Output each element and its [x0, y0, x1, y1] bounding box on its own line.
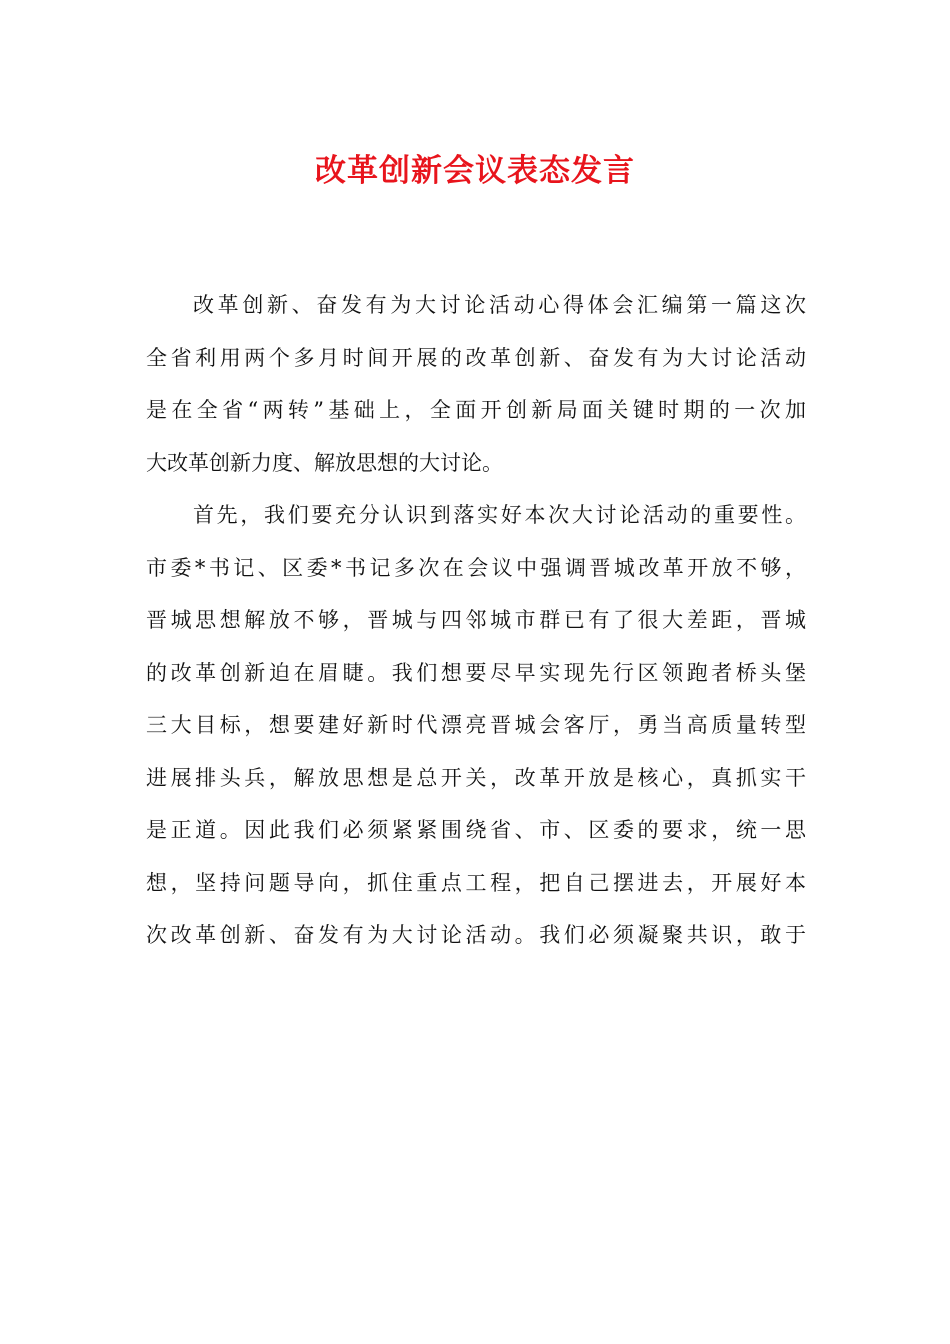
- paragraph-line: 大改革创新力度、解放思想的大讨论。: [146, 450, 503, 475]
- paragraph-line: 是正道。因此我们必须紧紧围绕省、市、区委的要求，统一思: [146, 818, 806, 842]
- paragraph-line: 市委*书记、区委*书记多次在会议中强调晋城改革开放不够，: [146, 555, 806, 580]
- document-title: 改革创新会议表态发言: [315, 153, 635, 189]
- paragraph-line: 晋城思想解放不够，晋城与四邻城市群已有了很大差距，晋城: [146, 608, 806, 632]
- paragraph-line: 的改革创新迫在眉睫。我们想要尽早实现先行区领跑者桥头堡: [146, 660, 806, 685]
- paragraph-line: 进展排头兵，解放思想是总开关，改革开放是核心，真抓实干: [146, 765, 806, 790]
- paragraph-line: 首先，我们要充分认识到落实好本次大讨论活动的重要性。: [193, 503, 806, 527]
- document-body: [146, 279, 806, 962]
- paragraph-line: 次改革创新、奋发有为大讨论活动。我们必须凝聚共识，敢于: [146, 923, 806, 947]
- paragraph-line: 改革创新、奋发有为大讨论活动心得体会汇编第一篇这次: [193, 293, 806, 317]
- paragraph-line: 是在全省“两转”基础上，全面开创新局面关键时期的一次加: [146, 398, 806, 422]
- paragraph-line: 三大目标，想要建好新时代漂亮晋城会客厅，勇当高质量转型: [146, 713, 806, 737]
- paragraph-line: 全省利用两个多月时间开展的改革创新、奋发有为大讨论活动: [146, 345, 806, 370]
- paragraph-line: 想，坚持问题导向，抓住重点工程，把自己摆进去，开展好本: [146, 870, 806, 895]
